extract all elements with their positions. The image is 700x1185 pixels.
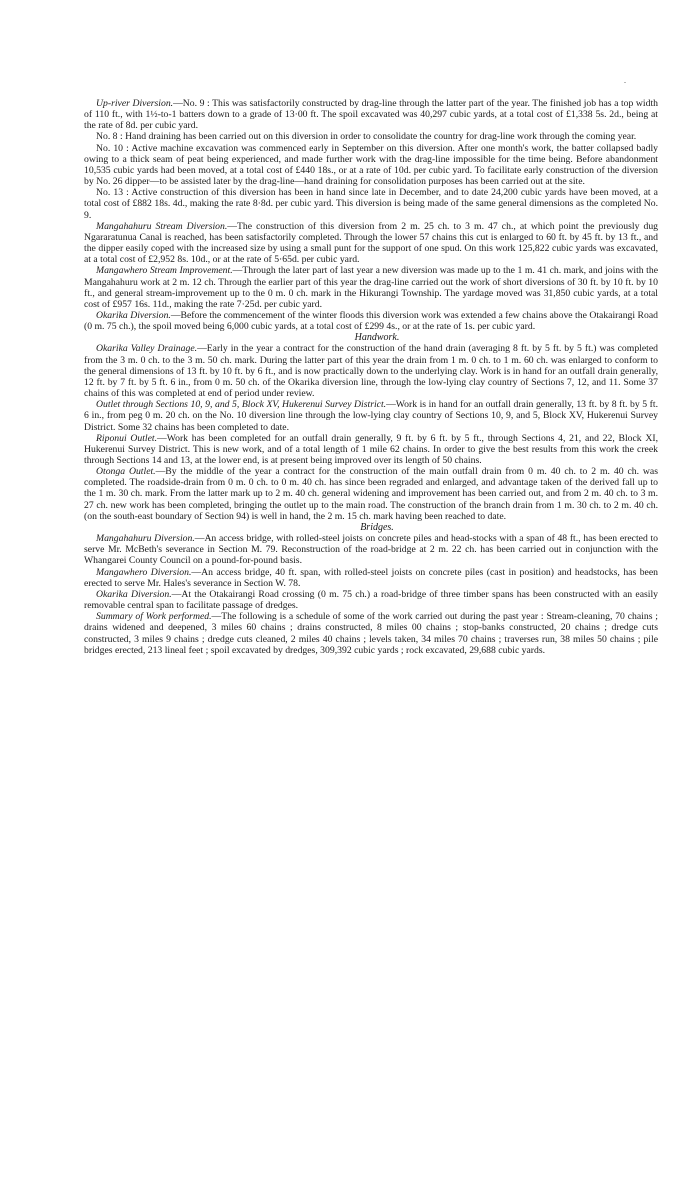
paragraph-lead: Mangawhero Diversion. xyxy=(96,566,192,578)
paragraph-text: —At the Otakairangi Road crossing (0 m. 75 ch.) a road-bridge of three timber spans has been constructed with an easily removable central span to facilitate passage of dredges. xyxy=(84,588,658,612)
paragraph-text: No. 10 : Active machine excavation was commenced early in September on this diversion. After one month's work, the batter collapsed badly owing to a thick seam of peat being experienced, and made further work with the drag-line impossible for the time being. Before abandonment 10,535 cubic yards had been moved, at a total cost of £440 18s., or at a rate of 10d. per cubic yard. To facilitate early construction of the diversion by No. 26 dipper—to be assisted later by the drag-line—hand draining for consolidation purposes has been carried out at the site. xyxy=(84,142,658,188)
paragraph xyxy=(84,343,658,399)
page-marker: . xyxy=(624,76,626,85)
paragraph-lead: Okarika Valley Drainage. xyxy=(96,343,198,355)
paragraph-text: —No. 9 : This was satisfactorily constructed by drag-line through the latter part of the year. The finished job has a top width of 110 ft., with 1½-to-1 batters down to a grade of 13·00 ft. The spoil excavated was 40,297 cubic yards, at a total cost of £1,338 5s. 2d., being at the rate of 8d. per cubic yard. xyxy=(84,98,658,132)
paragraph-text: —Through the later part of last year a new diversion was made up to the 1 m. 41 ch. mark, and joins with the Mangahahuru work at 2 m. 12 ch. Through the earlier part of this year the drag-line carried out the work of short diversions of 30 ft. by 10 ft. by 10 ft., and general stream-improvement up to the 0 m. 0 ch. mark in the Hikurangi Township. The yardage moved was 31,850 cubic yards, at a total cost of £957 16s. 11d., making the rate 7·25d. per cubic yard. xyxy=(84,265,658,310)
paragraph xyxy=(84,131,658,142)
paragraph xyxy=(84,143,658,188)
paragraph-lead: Up-river Diversion. xyxy=(96,98,174,109)
paragraph-text: —An access bridge, 40 ft. span, with rolled-steel joists on concrete piles (cast in position) and headstocks, has been erected to serve Mr. Hales's severance in Section W. 78. xyxy=(84,566,658,589)
paragraph-text: —Before the commencement of the winter floods this diversion work was extended a few chains above the Otakairangi Road (0 m. 75 ch.), the spoil moved being 6,000 cubic yards, at a total cost of £299 4s., or at the rate of 1s. per cubic yard. xyxy=(84,309,658,333)
paragraph-text: No. 8 : Hand draining has been carried out on this diversion in order to consolidate the country for drag-line work through the coming year. xyxy=(96,131,637,143)
paragraph-text: —Early in the year a contract for the construction of the hand drain (averaging 8 ft. by 5 ft. by 5 ft.) was completed from the 3 m. 0 ch. to the 3 m. 50 ch. mark. During the latter part of this year the drain from 1 m. 0 ch. to 1 m. 60 ch. was enlarged to conform to the general dimensions of 13 ft. by 10 ft. by 6 ft., and is now practically down to the underlying clay. Work is in hand for an outfall drain generally, 12 ft. by 7 ft. by 5 ft. 6 in., from 0 m. 50 ch. of the Okarika diversion line, through the low-lying clay country of Sections 7, 12, and 11. Some 37 chains of this was completed at end of period under review. xyxy=(84,343,658,400)
section-heading-bridges: Bridges. xyxy=(360,521,394,533)
paragraph-lead: Summary of Work performed. xyxy=(96,611,212,623)
paragraph xyxy=(84,567,658,589)
report-body xyxy=(84,98,658,656)
paragraph-text: —Work has been completed for an outfall drain generally, 9 ft. by 6 ft. by 5 ft., through Sections 4, 21, and 22, Block XI, Hukerenui Survey District. This is new work, and of a total length of 1 mile 62 chains. In order to give the best results from this work the creek through Sections 14 and 13, at the lower end, is at present being improved over its length of 50 chains. xyxy=(84,432,659,466)
bridges-section xyxy=(84,533,658,656)
paragraph-lead: Mangahahuru Diversion. xyxy=(96,533,195,545)
paragraph-lead: Mangahahuru Stream Diversion. xyxy=(96,220,228,232)
paragraph-text: —The following is a schedule of some of the work carried out during the past year : Stream-cleaning, 70 chains ; drains widened and deepened, 3 miles 60 chains ; drains constructed, 8 miles 00 chains ; stop-banks constructed, 20 chains ; dredge cuts constructed, 3 miles 9 chains ; dredge cuts cleaned, 2 miles 40 chains ; levels taken, 34 miles 70 chains ; traverses run, 38 miles 50 chains ; pile bridges erected, 213 lineal feet ; spoil excavated by dredges, 309,392 cubic yards ; rock excavated, 29,688 cubic yards. xyxy=(84,611,658,656)
handwork-section xyxy=(84,343,658,522)
paragraph xyxy=(84,265,658,310)
paragraph xyxy=(84,466,658,522)
paragraph-lead: Otonga Outlet. xyxy=(96,466,156,478)
paragraph-text: No. 13 : Active construction of this diversion has been in hand since late in December, and to date 24,200 cubic yards have been moved, at a total cost of £882 18s. 4d., making the rate 8·8d. per cubic yard. This diversion is being made of the same general dimensions as the completed No. 9. xyxy=(84,187,658,221)
paragraph-lead: Outlet through Sections 10, 9, and 5, Block XV, Hukerenui Survey District. xyxy=(96,399,387,411)
paragraph xyxy=(84,310,658,332)
paragraph-lead: Okarika Diversion. xyxy=(96,588,172,600)
paragraph-text: —The construction of this diversion from 2 m. 25 ch. to 3 m. 47 ch., at which point the previously dug Ngararatunua Canal is reached, has been satisfactorily completed. Through the lower 57 chains this cut is enlarged to 60 ft. by 45 ft. by 13 ft., and the dipper easily coped with the increased size by using a small punt for the support of one spud. On this work 125,822 cubic yards was excavated, at a total cost of £2,952 8s. 10d., or at the rate of 5·65d. per cubic yard. xyxy=(84,220,659,266)
paragraph-text: —Work is in hand for an outfall drain generally, 13 ft. by 8 ft. by 5 ft. 6 in., from peg 0 m. 20 ch. on the No. 10 diversion line through the low-lying clay country of Sections 10, 9, and 5, Block XV, Hukerenui Survey District. Some 32 chains has been completed to date. xyxy=(84,399,658,433)
paragraph xyxy=(84,611,658,656)
paragraph xyxy=(84,221,658,266)
paragraph xyxy=(84,399,658,432)
paragraph-lead: Riponui Outlet. xyxy=(96,432,158,444)
paragraph xyxy=(84,98,658,131)
paragraph-lead: Mangawhero Stream Improvement. xyxy=(96,265,233,277)
paragraph-text: —An access bridge, with rolled-steel joists on concrete piles and head-stocks with a span of 48 ft., has been erected to serve Mr. McBeth's severance in Section M. 79. Reconstruction of the road-bridge at 2 m. 22 ch. has been carried out in conjunction with the Whangarei County Council on a pound-for-pound basis. xyxy=(84,533,659,567)
paragraph-lead: Okarika Diversion. xyxy=(96,309,171,321)
section-heading-handwork: Handwork. xyxy=(354,332,400,344)
paragraph xyxy=(84,187,658,220)
paragraph xyxy=(84,589,658,611)
paragraph-text: —By the middle of the year a contract for the construction of the main outfall drain from 0 m. 40 ch. to 2 m. 40 ch. was completed. The roadside-drain from 0 m. 0 ch. to 0 m. 40 ch. has since been regraded and enlarged, and advantage taken of the derived fall up to the 1 m. 30 ch. mark. From the latter mark up to 2 m. 40 ch. general widening and improvement has been carried out, and from 2 m. 40 ch. to 3 m. 27 ch. new work has been completed, bringing the outlet up to the main road. The construction of the branch drain from 1 m. 30 ch. to 2 m. 40 ch. (on the south-east boundary of Section 94) is well in hand, the 2 m. 15 ch. mark having been reached to date. xyxy=(84,466,658,522)
paragraph xyxy=(84,533,658,566)
machine-work-section xyxy=(84,98,658,332)
paragraph xyxy=(84,433,658,466)
